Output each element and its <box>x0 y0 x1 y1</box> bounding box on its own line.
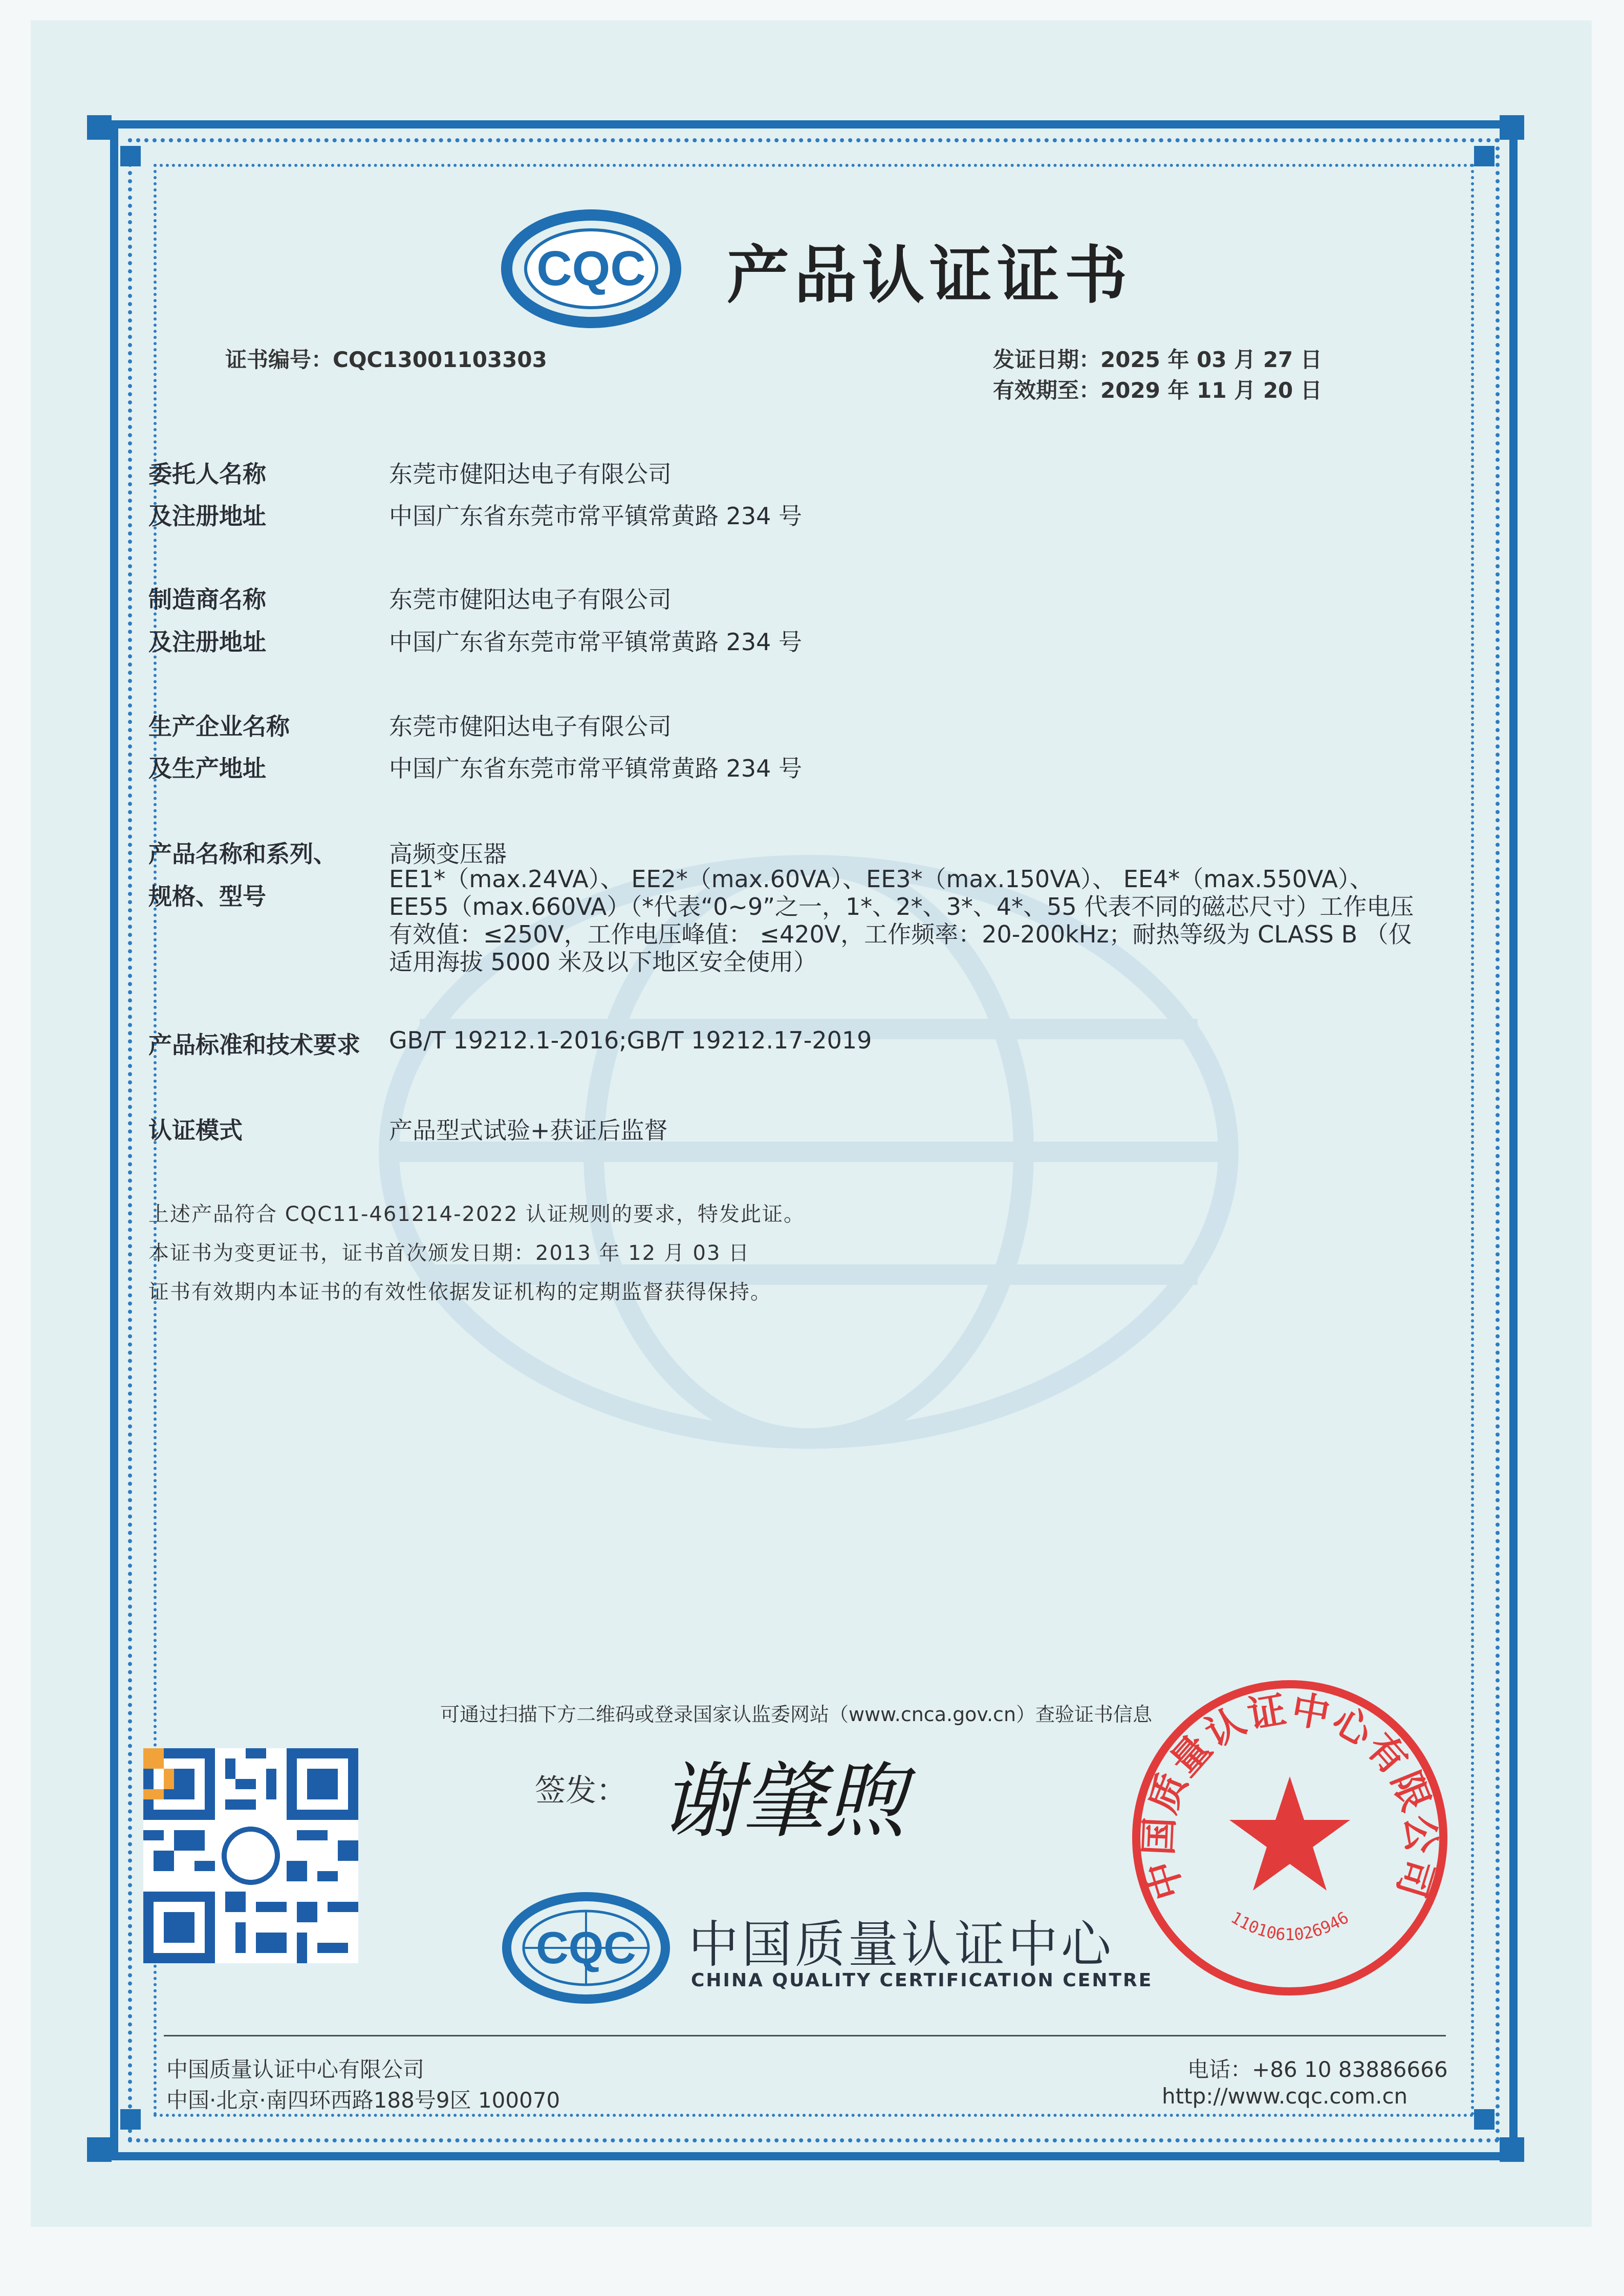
corner-square <box>120 146 141 166</box>
client-name-label: 委托人名称 <box>148 460 266 488</box>
signature: 谢肇煦 <box>660 1753 906 1849</box>
corner-square <box>1474 2109 1495 2130</box>
manufacturer-address: 中国广东省东莞市常平镇常黄路 234 号 <box>389 628 803 656</box>
certificate-title: 产品认证证书 <box>727 239 1132 312</box>
certificate-number: 证书编号：CQC13001103303 <box>225 347 547 372</box>
cqc-logo <box>499 207 683 330</box>
product-name: 高频变压器 <box>389 840 507 868</box>
footer-company: 中国质量认证中心有限公司 <box>166 2057 425 2082</box>
corner-square <box>87 2137 112 2162</box>
product-label-line1: 产品名称和系列、 <box>148 840 337 868</box>
issue-date: 发证日期：2025 年 03 月 27 日 <box>993 347 1322 372</box>
svg-text:CQC: CQC <box>536 1922 636 1973</box>
footer-divider <box>164 2035 1446 2036</box>
svg-text:CQC: CQC <box>536 241 646 296</box>
client-address: 中国广东省东莞市常平镇常黄路 234 号 <box>389 502 803 530</box>
svg-text:中国质量认证中心有限公司: 中国质量认证中心有限公司 <box>1136 1687 1443 1905</box>
factory-address-label: 及生产地址 <box>148 755 266 782</box>
client-address-label: 及注册地址 <box>148 502 266 530</box>
corner-square <box>87 115 112 140</box>
mode-label: 认证模式 <box>148 1117 243 1144</box>
note-line-3: 证书有效期内本证书的有效性依据发证机构的定期监督获得保持。 <box>148 1280 772 1304</box>
manufacturer-name: 东莞市健阳达电子有限公司 <box>389 586 672 613</box>
standard-label: 产品标准和技术要求 <box>148 1031 360 1059</box>
verify-hint: 可通过扫描下方二维码或登录国家认监委网站（www.cnca.gov.cn）查验证书信息 <box>440 1703 1153 1726</box>
mode-value: 产品型式试验+获证后监督 <box>389 1117 668 1144</box>
qr-code[interactable] <box>143 1748 358 1963</box>
corner-square <box>120 2109 141 2130</box>
manufacturer-name-label: 制造商名称 <box>148 586 266 613</box>
factory-name: 东莞市健阳达电子有限公司 <box>389 713 672 740</box>
corner-square <box>1500 2137 1524 2162</box>
cqc-globe-logo <box>499 1889 673 2007</box>
factory-address: 中国广东省东莞市常平镇常黄路 234 号 <box>389 755 803 782</box>
issuer-name-cn: 中国质量认证中心 <box>688 1916 1115 1974</box>
factory-name-label: 生产企业名称 <box>148 713 290 740</box>
note-line-1: 上述产品符合 CQC11-461214-2022 认证规则的要求，特发此证。 <box>148 1203 806 1226</box>
product-label-line2: 规格、型号 <box>148 883 266 910</box>
footer-address: 中国·北京·南四环西路188号9区 100070 <box>166 2088 560 2113</box>
note-line-2: 本证书为变更证书，证书首次颁发日期：2013 年 12 月 03 日 <box>148 1241 750 1265</box>
official-seal <box>1126 1674 1454 2002</box>
svg-text:1101061026946: 1101061026946 <box>1227 1907 1352 1944</box>
client-name: 东莞市健阳达电子有限公司 <box>389 460 672 488</box>
manufacturer-address-label: 及注册地址 <box>148 628 266 656</box>
footer-website[interactable]: http://www.cqc.com.cn <box>1162 2084 1408 2109</box>
signature-label: 签发： <box>535 1773 627 1809</box>
footer-phone: 电话：+86 10 83886666 <box>1187 2057 1448 2082</box>
product-spec: EE1*（max.24VA）、 EE2*（max.60VA）、EE3*（max.150VA）、 EE4*（max.550VA）、 EE55（max.660VA）（*代表“0~9”之一，1*、2*、3*、4*、55 代表不同的磁芯尺寸）工作电压有效值：≤250V，工作电压峰值： ≤420V，工作频率：20-200kHz；耐热等级为 CLASS B （仅适用海拔 5000 米及以下地区安全使用） <box>389 865 1414 976</box>
corner-square <box>1500 115 1524 140</box>
corner-square <box>1474 146 1495 166</box>
standard-value: GB/T 19212.1-2016;GB/T 19212.17-2019 <box>389 1026 872 1054</box>
valid-until: 有效期至：2029 年 11 月 20 日 <box>993 378 1322 403</box>
issuer-name-en: CHINA QUALITY CERTIFICATION CENTRE <box>691 1970 1153 1991</box>
